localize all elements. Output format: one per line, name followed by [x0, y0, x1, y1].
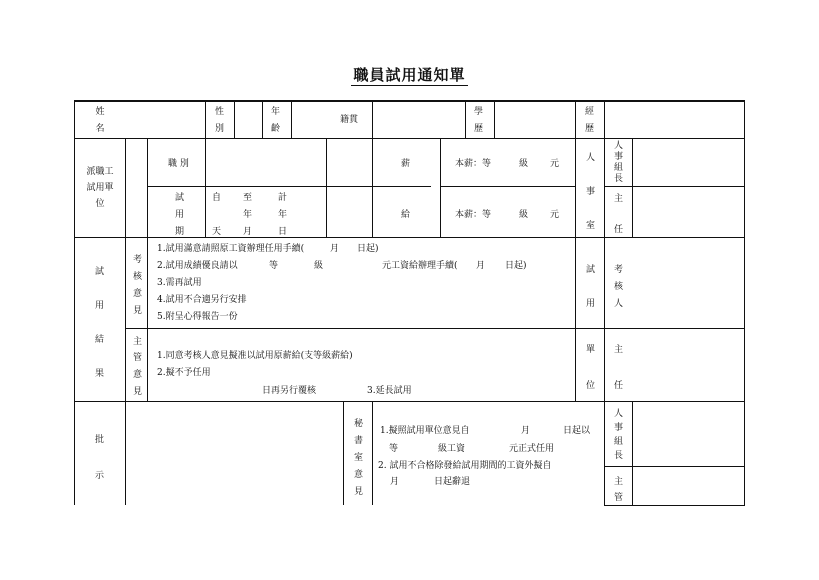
secretary-opinion-label: 意 [354, 470, 364, 480]
hr-dept-label: 事 [586, 187, 596, 197]
salary-label: 給 [401, 210, 411, 220]
secretary-item-2: 2. 試用不合格除發給試用期間的工資外擬自 [378, 461, 552, 471]
col-divider [343, 401, 344, 505]
unit-head-label: 主 [614, 345, 624, 355]
hr-leader-label: 組 [614, 163, 624, 173]
examiner-item-2: 月 [476, 261, 486, 271]
row-divider [147, 186, 431, 187]
supervisor-item-3: 3.延長試用 [367, 386, 412, 396]
examiner-item-2: 元工資給辦理手續( [382, 261, 458, 271]
secretary-item-1: 級工資 [438, 444, 466, 454]
col-divider [575, 100, 576, 138]
experience-label: 經 [585, 107, 595, 117]
period-to: 月 [243, 227, 253, 237]
name-label: 名 [95, 124, 105, 134]
col-divider [291, 100, 292, 138]
col-divider [372, 100, 373, 138]
col-divider [604, 100, 605, 138]
row-divider [74, 401, 745, 402]
hr-dept-label: 室 [586, 221, 596, 231]
result-label: 結 [95, 335, 105, 345]
trial-unit-label: 試用單 [86, 183, 114, 193]
examiner-person-label: 考 [614, 265, 624, 275]
secretary-item-1: 元正式任用 [509, 444, 555, 454]
hr-head-label: 任 [614, 225, 624, 235]
examiner-item-1: 1.試用滿意請照原工資辦理任用手續( [157, 244, 305, 254]
examiner-opinion-label: 意 [133, 289, 143, 299]
examiner-item-4: 4.試用不合適另行安排 [157, 295, 247, 305]
trial-unit-label: 位 [95, 199, 105, 209]
col-divider [125, 138, 126, 237]
col-divider [147, 138, 148, 237]
hr-leader-label: 人 [614, 141, 624, 151]
row-divider [125, 328, 745, 329]
table-border-right [744, 100, 745, 506]
examiner-item-1: 日起) [357, 244, 379, 254]
examiner-opinion-label: 見 [133, 306, 143, 316]
col-divider [632, 138, 633, 237]
supervisor-item-2: 2.擬不予任用 [157, 368, 211, 378]
examiner-item-2: 等 [269, 261, 279, 271]
page-title: 職員試用通知單 [353, 66, 466, 84]
secretary-item-1: 月 [521, 426, 531, 436]
approval-label: 示 [95, 471, 105, 481]
col-divider [604, 401, 605, 505]
row-divider [440, 186, 575, 187]
trial-unit-label: 派職工 [86, 167, 114, 177]
examiner-person-label: 人 [614, 299, 624, 309]
result-label: 用 [95, 301, 105, 311]
examiner-opinion-label: 核 [133, 272, 143, 282]
col-divider [575, 138, 576, 237]
col-divider [234, 100, 235, 138]
col-divider [205, 100, 206, 138]
col-divider [372, 138, 373, 237]
row-divider [604, 186, 745, 187]
period-from: 自 [212, 193, 222, 203]
col-divider [632, 401, 633, 505]
secretary-opinion-label: 書 [354, 436, 364, 446]
secretary-item-1: 1.擬照試用單位意見自 [380, 426, 470, 436]
period-from: 年 [243, 210, 253, 220]
col-divider [262, 100, 263, 138]
secretary-opinion-label: 室 [354, 453, 364, 463]
secretary-opinion-label: 秘 [354, 419, 364, 429]
examiner-person-label: 核 [614, 282, 624, 292]
secretary-opinion-label: 見 [354, 487, 364, 497]
name-label: 姓 [95, 107, 105, 117]
trial-unit-label: 用 [586, 299, 596, 309]
supervisor-opinion-label: 意 [133, 370, 143, 380]
hr-leader-label: 長 [614, 451, 624, 461]
trial-period-label: 用 [175, 210, 185, 220]
col-divider [326, 138, 327, 237]
base-salary: 級 [519, 159, 529, 169]
education-label: 歷 [474, 124, 484, 134]
hr-leader-label: 組 [614, 437, 624, 447]
sex-label: 別 [215, 124, 225, 134]
col-divider [440, 138, 441, 237]
examiner-item-2: 級 [314, 261, 324, 271]
period-from: 天 [212, 227, 222, 237]
examiner-item-5: 5.附呈心得報告一份 [157, 312, 238, 322]
approval-label: 批 [95, 435, 105, 445]
col-divider [125, 401, 126, 505]
secretary-item-1: 日起以 [563, 426, 591, 436]
salary-label: 薪 [401, 159, 411, 169]
trial-unit-label: 位 [586, 381, 596, 391]
secretary-item-2: 月 [390, 477, 400, 487]
period-to: 至 [243, 193, 253, 203]
supervisor-opinion-label: 主 [133, 337, 143, 347]
supervisor-label: 管 [614, 493, 624, 503]
examiner-opinion-label: 考 [133, 255, 143, 265]
education-label: 學 [474, 107, 484, 117]
base-salary: 級 [519, 210, 529, 220]
base-salary: 元 [550, 159, 560, 169]
col-divider [147, 237, 148, 401]
examiner-item-2: 2.試用成績優良請以 [157, 261, 238, 271]
supervisor-opinion-label: 管 [133, 353, 143, 363]
trial-period-label: 試 [175, 193, 185, 203]
result-label: 試 [95, 267, 105, 277]
col-divider [604, 138, 605, 237]
period-total: 計 [278, 193, 288, 203]
examiner-item-2: 日起) [505, 261, 527, 271]
experience-label: 歷 [585, 124, 595, 134]
row-divider [604, 505, 745, 506]
examiner-item-3: 3.需再試用 [157, 278, 202, 288]
result-label: 果 [95, 369, 105, 379]
trial-unit-label: 試 [586, 265, 596, 275]
supervisor-item-1: 1.同意考核人意見擬准以試用原薪給(支等級薪給) [157, 351, 353, 361]
examiner-item-1: 月 [330, 244, 340, 254]
period-to: 年 [278, 210, 288, 220]
unit-head-label: 任 [614, 381, 624, 391]
base-salary: 元 [550, 210, 560, 220]
origin-label: 籍貫 [339, 115, 358, 125]
hr-dept-label: 人 [586, 153, 596, 163]
hr-head-label: 主 [614, 194, 624, 204]
col-divider [125, 237, 126, 401]
supervisor-opinion-label: 見 [133, 387, 143, 397]
age-label: 齡 [271, 124, 281, 134]
col-divider [604, 237, 605, 401]
secretary-item-2: 日起辭退 [434, 477, 471, 487]
position-label: 職 別 [168, 159, 189, 169]
col-divider [465, 100, 466, 138]
hr-leader-label: 長 [614, 174, 624, 184]
hr-leader-label: 事 [614, 423, 624, 433]
base-salary: 本薪：等 [455, 159, 492, 169]
col-divider [494, 100, 495, 138]
row-divider [74, 138, 745, 139]
col-divider [372, 401, 373, 505]
sex-label: 性 [215, 107, 225, 117]
trial-unit-label: 單 [586, 345, 596, 355]
trial-period-label: 期 [175, 227, 185, 237]
supervisor-item-3: 日再另行覆核 [262, 386, 317, 396]
hr-leader-label: 人 [614, 409, 624, 419]
supervisor-label: 主 [614, 477, 624, 487]
age-label: 年 [271, 107, 281, 117]
period-total: 日 [278, 227, 288, 237]
base-salary: 本薪：等 [455, 210, 492, 220]
hr-leader-label: 事 [614, 152, 624, 162]
secretary-item-1: 等 [389, 444, 399, 454]
col-divider [205, 138, 206, 237]
table-border-top [74, 100, 745, 102]
col-divider [575, 237, 576, 401]
table-border-left [74, 100, 75, 505]
row-divider [604, 466, 745, 467]
